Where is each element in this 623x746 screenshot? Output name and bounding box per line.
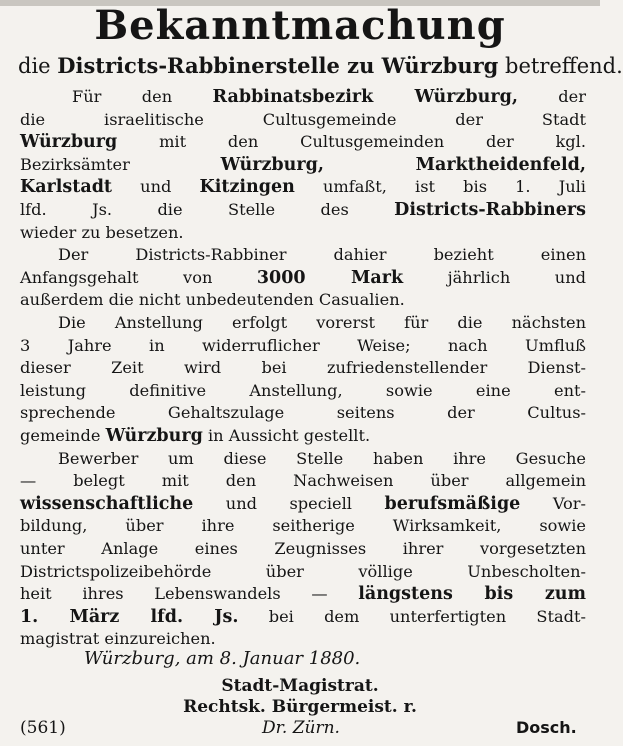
body-text: lfd. Js. die Stelle des <box>20 200 395 219</box>
notice-subtitle <box>18 52 623 80</box>
body-text: bei dem unterfertigten Stadt- <box>238 606 586 626</box>
signature-title: Rechtsk. Bürgermeist. r. <box>183 697 417 717</box>
date-text: am 8. Januar 1880. <box>180 648 361 669</box>
body-text: jährlich und <box>403 267 586 287</box>
body-text: und speciell <box>193 493 385 513</box>
body-line <box>20 357 586 379</box>
body-line <box>20 561 586 583</box>
emphasis-text: berufsmäßige <box>384 493 521 514</box>
body-text: magistrat einzureichen. <box>20 629 216 649</box>
body-text: außerdem die nicht unbedeutenden Casualien. <box>20 290 405 310</box>
body-text: wieder zu besetzen. <box>20 222 184 242</box>
body-text: mit den Cultusgemeinden der kgl. <box>117 132 586 152</box>
body-text: Vor- <box>520 493 586 513</box>
body-text: Bezirksämter <box>20 154 221 174</box>
body-line <box>20 538 586 560</box>
emphasis-text: wissenschaftliche <box>20 493 194 514</box>
body-line <box>20 86 586 108</box>
body-line <box>20 470 586 492</box>
body-line <box>20 289 586 311</box>
body-text: die israelitische Cultusgemeinde der Stadt <box>20 109 586 129</box>
body-text: gemeinde <box>20 426 106 445</box>
date-line <box>84 648 360 669</box>
body-line <box>20 176 586 198</box>
emphasis-text: Würzburg <box>105 426 203 446</box>
emphasis-text: 3000 Mark <box>256 267 404 288</box>
body-text: Bewerber um diese Stelle haben ihre Gesuche <box>58 448 586 468</box>
body-line <box>20 380 586 402</box>
body-text: Für den <box>72 87 213 106</box>
body-line <box>20 154 586 176</box>
body-line <box>20 312 586 334</box>
emphasis-text: Karlstadt <box>20 177 113 198</box>
emphasis-text: Rabbinatsbezirk Würzburg, <box>212 87 518 107</box>
body-line <box>20 493 586 515</box>
body-text: leistung definitive Anstellung, sowie eine ent- <box>20 380 586 400</box>
body-text: Anfangsgehalt von <box>20 267 257 287</box>
body-line <box>20 606 586 628</box>
reference-number: (561) <box>20 718 66 738</box>
body-line <box>20 402 586 424</box>
body-text: Der Districts-Rabbiner dahier bezieht einen <box>58 245 586 265</box>
notice-headline: Bekanntmachung <box>94 2 506 49</box>
body-text: 3 Jahre in widerruflicher Weise; nach Umfluß <box>20 335 586 355</box>
body-line <box>20 131 586 153</box>
body-text: bildung, über ihre seitherige Wirksamkeit, sowie <box>20 516 586 536</box>
body-text: heit ihres Lebenswandels — <box>20 584 359 604</box>
body-line <box>20 199 586 221</box>
body-text: und <box>112 177 200 197</box>
signature-office: Stadt-Magistrat. <box>221 676 379 696</box>
body-line <box>20 244 586 266</box>
signature-name: Dr. Zürn. <box>262 718 340 738</box>
subtitle-prefix: die <box>18 54 51 78</box>
body-text: sprechende Gehaltszulage seitens der Cultus- <box>20 403 586 423</box>
emphasis-text: 1. März lfd. Js. <box>20 606 239 627</box>
body-text: dieser Zeit wird bei zufriedenstellender Dienst- <box>20 358 586 378</box>
body-line <box>20 515 586 537</box>
body-text: unter Anlage eines Zeugnisses ihrer vorgesetzten <box>20 539 586 558</box>
body-text: — belegt mit den Nachweisen über allgemein <box>20 471 586 491</box>
emphasis-text: Würzburg <box>20 132 118 153</box>
body-text: Die Anstellung erfolgt vorerst für die nächsten <box>58 313 586 332</box>
body-text: der <box>517 87 586 106</box>
body-line <box>20 109 586 131</box>
emphasis-text: Würzburg, Marktheidenfeld, <box>220 154 586 175</box>
body-line <box>20 425 586 447</box>
body-text: umfaßt, ist bis 1. Juli <box>294 177 586 197</box>
body-line <box>20 222 586 244</box>
body-line <box>20 335 586 357</box>
body-text: Districtspolizeibehörde über völlige Unbescholten- <box>20 561 586 581</box>
clerk-name: Dosch. <box>516 718 577 737</box>
body-text: in Aussicht gestellt. <box>202 426 371 445</box>
body-line <box>20 267 586 289</box>
date-place: Würzburg, <box>84 648 181 669</box>
emphasis-text: längstens bis zum <box>358 584 586 605</box>
body-line <box>20 583 586 605</box>
subtitle-position: Districts-Rabbinerstelle zu Würzburg <box>57 53 499 78</box>
emphasis-text: Districts-Rabbiners <box>394 200 586 220</box>
subtitle-suffix: betreffend. <box>505 54 623 78</box>
emphasis-text: Kitzingen <box>199 177 295 198</box>
body-line <box>20 448 586 470</box>
